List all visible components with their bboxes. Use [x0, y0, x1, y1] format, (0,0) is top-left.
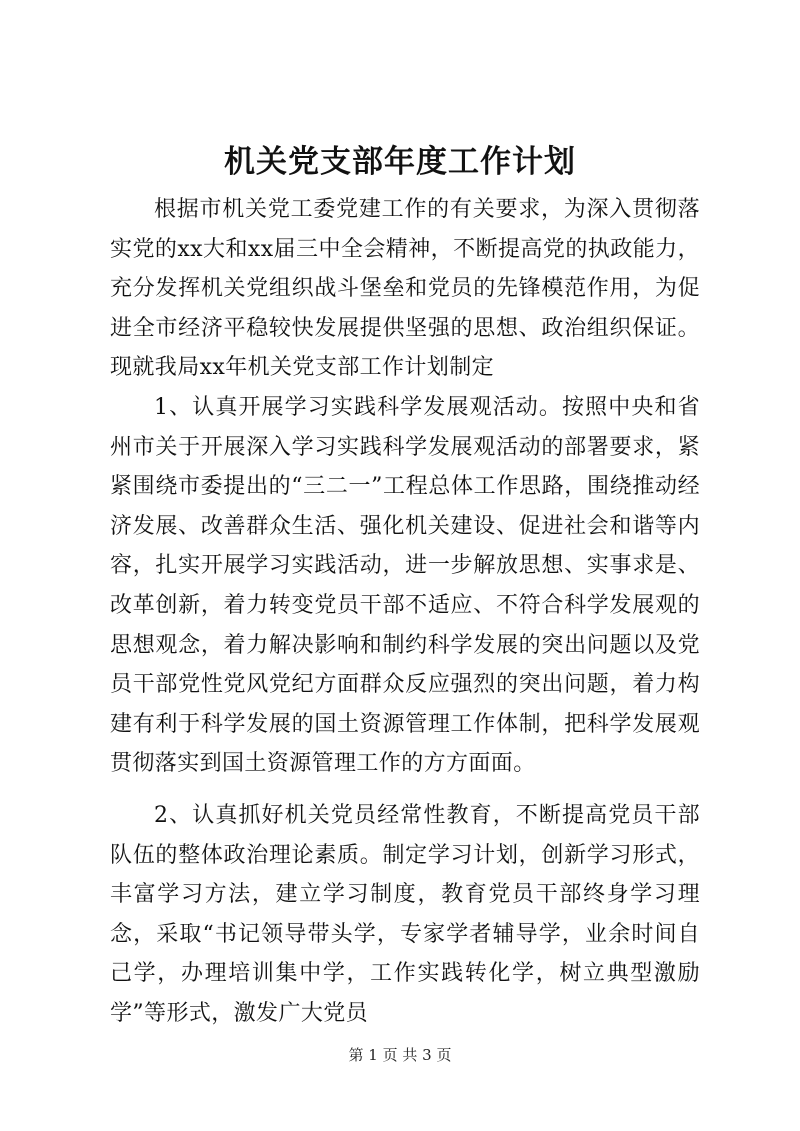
document-body	[110, 190, 700, 1033]
paragraph-item-1: 1、认真开展学习实践科学发展观活动。按照中央和省州市关于开展深入学习实践科学发展观活动的部署要求，紧紧围绕市委提出的“三二一”工程总体工作思路，围绕推动经济发展、改善群众生活、强化机关建设、促进社会和谐等内容，扎实开展学习实践活动，进一步解放思想、实事求是、改革创新，着力转变党员干部不适应、不符合科学发展观的思想观念，着力解决影响和制约科学发展的突出问题以及党员干部党性党风党纪方面群众反应强烈的突出问题，着力构建有利于科学发展的国土资源管理工作体制，把科学发展观贯彻落实到国土资源管理工作的方方面面。	[110, 394, 700, 777]
document-title: 机关党支部年度工作计划	[224, 144, 576, 180]
paragraph-item-2: 2、认真抓好机关党员经常性教育，不断提高党员干部队伍的整体政治理论素质。制定学习计划，创新学习形式，丰富学习方法，建立学习制度，教育党员干部终身学习理念，采取“书记领导带头学，专家学者辅导学，业余时间自己学，办理培训集中学，工作实践转化学，树立典型激励学”等形式，激发广大党员	[110, 802, 700, 1026]
paragraph-intro: 根据市机关党工委党建工作的有关要求，为深入贯彻落实党的xx大和xx届三中全会精神，不断提高党的执政能力，充分发挥机关党组织战斗堡垒和党员的先锋模范作用，为促进全市经济平稳较快发展提供坚强的思想、政治组织保证。现就我局xx年机关党支部工作计划制定	[110, 197, 700, 381]
page-number-footer: 第 1 页 共 3 页	[348, 1046, 452, 1064]
